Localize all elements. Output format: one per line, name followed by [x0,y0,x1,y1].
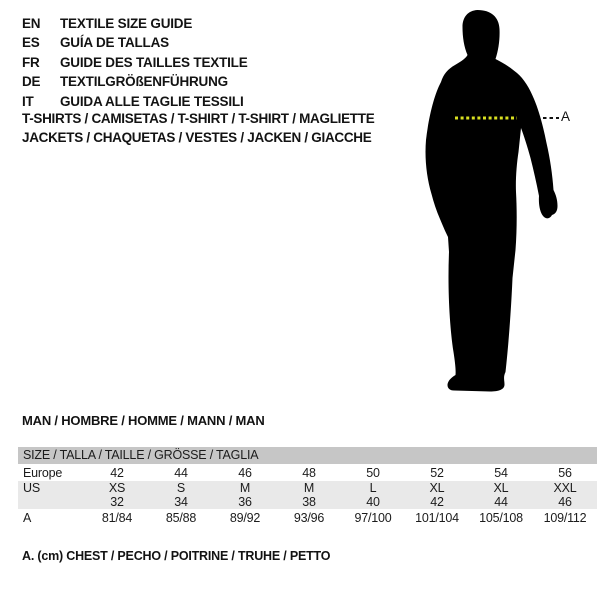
language-row-de [22,72,248,91]
measurement-footnote: A. (cm) CHEST / PECHO / POITRINE / TRUHE / PETTO [22,549,331,563]
language-code: DE [22,74,41,90]
size-value: 42 [430,495,444,509]
size-value: 81/84 [101,511,133,525]
language-row-fr [22,53,248,72]
language-code: FR [22,54,40,70]
size-value: 40 [366,495,380,509]
size-value: 50 [366,465,380,480]
size-value: 93/96 [293,511,325,525]
table-row-us-letters [18,481,597,495]
size-value: 32 [110,495,124,509]
language-title: GUIDA ALLE TAGLIE TESSILI [60,93,244,109]
size-value: 54 [494,465,508,480]
size-value: 44 [174,465,188,480]
size-value: M [303,481,315,495]
size-value: 44 [494,495,508,509]
category-tshirts: T-SHIRTS / CAMISETAS / T-SHIRT / T-SHIRT / MAGLIETTE [22,111,375,126]
man-silhouette-figure [418,6,578,396]
row-label: US [23,481,40,495]
size-value: XL [429,481,445,495]
size-value: 109/112 [543,511,587,525]
man-silhouette [426,10,558,392]
measure-label-a: A [561,109,571,124]
language-row-en [22,14,248,33]
size-value: 46 [558,495,572,509]
size-value: M [239,481,251,495]
size-value: 48 [302,465,316,480]
table-row-us-numbers [18,495,597,509]
language-title: TEXTILGRÖßENFÜHRUNG [60,74,228,90]
language-title: TEXTILE SIZE GUIDE [60,16,193,31]
size-value: 85/88 [165,511,197,525]
size-table [18,447,597,527]
size-value: XS [108,481,126,495]
section-title-man: MAN / HOMBRE / HOMME / MANN / MAN [22,413,265,428]
size-value: 97/100 [354,511,392,525]
row-label: Europe [23,465,63,480]
size-value: 52 [430,465,444,480]
language-row-es [22,33,248,52]
row-label: A [23,511,32,525]
language-title: GUIDE DES TAILLES TEXTILE [60,54,248,70]
size-value: 56 [558,465,572,480]
table-row-europe [18,464,597,481]
size-value: 89/92 [229,511,261,525]
category-jackets: JACKETS / CHAQUETAS / VESTES / JACKEN / GIACCHE [22,130,372,146]
size-value: 105/108 [479,511,523,525]
language-code: ES [22,35,40,51]
language-title: GUÍA DE TALLAS [60,35,169,51]
size-value: 42 [110,465,124,480]
language-code: EN [22,16,41,31]
size-value: XXL [553,481,577,495]
category-list [22,109,374,148]
size-value: 36 [238,495,252,509]
table-row-chest-cm [18,509,597,527]
size-value: L [369,481,377,495]
size-value: 101/104 [415,511,459,525]
size-value: 38 [302,495,316,509]
size-value: 34 [174,495,188,509]
size-value: XL [493,481,509,495]
size-value: S [176,481,186,495]
language-code: IT [22,93,34,109]
size-table-header: SIZE / TALLA / TAILLE / GRÖSSE / TAGLIA [18,447,597,464]
size-value: 46 [238,465,252,480]
language-list [22,14,248,111]
